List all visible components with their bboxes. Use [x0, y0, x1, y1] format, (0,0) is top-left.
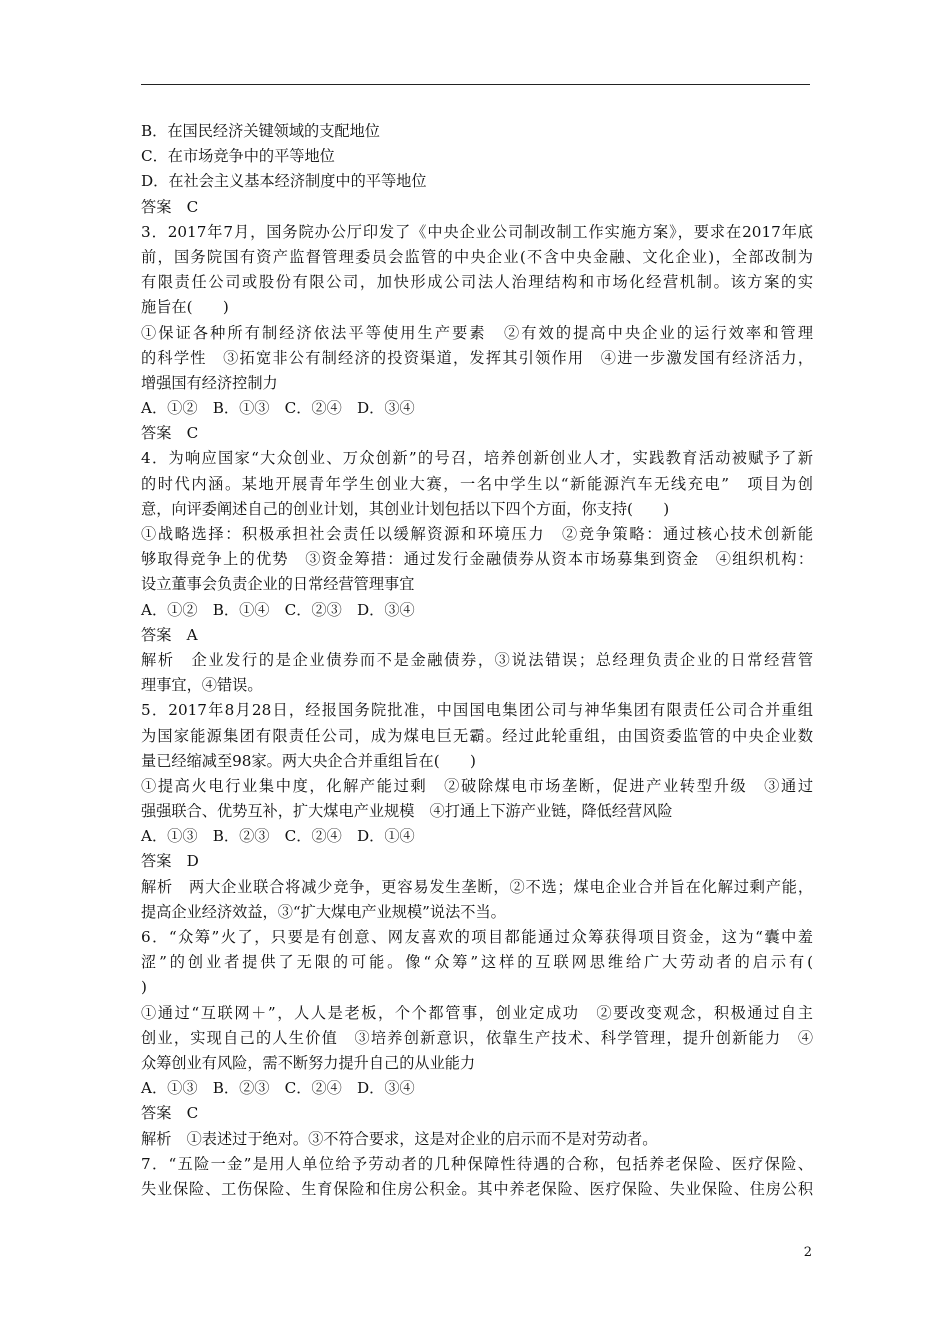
text-line: 创业，实现自己的人生价值 ③培养创新意识，依靠生产技术、科学管理，提升创新能力 ④	[141, 1028, 813, 1047]
text-line: 答案 C	[141, 197, 199, 216]
text-line: 为国家能源集团有限责任公司，成为煤电巨无霸。经过此轮重组，由国资委监管的中央企业数	[141, 726, 813, 745]
text-line: 施旨在( )	[141, 298, 229, 317]
text-line: A．①② B．①③ C．②④ D．③④	[141, 399, 415, 418]
text-line: 增强国有经济控制力	[141, 373, 278, 392]
text-line: 6．“众筹”火了，只要是有创意、网友喜欢的项目都能通过众筹获得项目资金，这为“囊中羞	[141, 928, 813, 946]
text-line: 意，向评委阐述自己的创业计划，其创业计划包括以下四个方面，你支持( )	[141, 499, 670, 518]
text-line: 涩”的创业者提供了无限的可能。像“众筹”这样的互联网思维给广大劳动者的启示有(	[141, 953, 813, 972]
text-line: 答案 A	[141, 625, 198, 644]
text-line: ①提高火电行业集中度，化解产能过剩 ②破除煤电市场垄断，促进产业转型升级 ③通过	[141, 776, 813, 795]
text-line: 5．2017年8月28日，经报国务院批准，中国国电集团公司与神华集团有限责任公司合并重组	[141, 701, 813, 720]
text-line: 答案 C	[141, 1104, 199, 1123]
text-line: 解析 ①表述过于绝对。③不符合要求，这是对企业的启示而不是对劳动者。	[141, 1129, 658, 1148]
text-line: 够取得竞争上的优势 ③资金筹措：通过发行金融债券从资本市场募集到资金 ④组织机构：	[141, 550, 813, 569]
text-line: 的科学性 ③拓宽非公有制经济的投资渠道，发挥其引领作用 ④进一步激发国有经济活力，	[141, 348, 813, 367]
text-line: 解析 两大企业联合将减少竞争，更容易发生垄断，②不选；煤电企业合并旨在化解过剩产能，	[141, 877, 813, 896]
text-line: 3．2017年7月，国务院办公厅印发了《中央企业公司制改制工作实施方案》，要求在2017年底	[141, 222, 813, 241]
text-line: C．在市场竞争中的平等地位	[141, 147, 335, 166]
text-line: 解析 企业发行的是企业债券而不是金融债券，③说法错误；总经理负责企业的日常经营管	[141, 650, 813, 669]
text-line: 理事宜，④错误。	[141, 676, 263, 695]
text-line: )	[141, 978, 147, 997]
text-line: 提高企业经济效益，③“扩大煤电产业规模”说法不当。	[141, 902, 506, 921]
text-line: 7．“五险一金”是用人单位给予劳动者的几种保障性待遇的合称，包括养老保险、医疗保险、	[141, 1154, 813, 1173]
text-line: 失业保险、工伤保险、生育保险和住房公积金。其中养老保险、医疗保险、失业保险、住房公积	[141, 1179, 813, 1198]
text-line: 前，国务院国有资产监督管理委员会监管的中央企业(不含中央金融、文化企业)，全部改制为	[141, 247, 813, 266]
text-line: ①通过“互联网＋”，人人是老板，个个都管事，创业定成功 ②要改变观念，积极通过自主	[141, 1003, 813, 1022]
text-line: 量已经缩减至98家。两大央企合并重组旨在( )	[141, 751, 476, 770]
text-line: 设立董事会负责企业的日常经营管理事宜	[141, 575, 415, 594]
text-line: 强强联合、优势互补，扩大煤电产业规模 ④打通上下游产业链，降低经营风险	[141, 802, 673, 821]
text-line: 有限责任公司或股份有限公司，加快形成公司法人治理结构和市场化经营机制。该方案的实	[141, 273, 813, 292]
text-line: B．在国民经济关键领域的支配地位	[141, 122, 380, 140]
text-line: 答案 D	[141, 852, 199, 871]
text-line: A．①③ B．②③ C．②④ D．①④	[141, 827, 415, 846]
text-line: D．在社会主义基本经济制度中的平等地位	[141, 172, 427, 191]
document-body	[141, 119, 813, 1202]
text-line: 的时代内涵。某地开展青年学生创业大赛，一名中学生以“新能源汽车无线充电” 项目为创	[141, 474, 813, 493]
page-number: 2	[803, 1245, 812, 1260]
text-line: ①战略选择：积极承担社会责任以缓解资源和环境压力 ②竞争策略：通过核心技术创新能	[141, 525, 813, 543]
header-rule	[141, 84, 810, 85]
text-line: 答案 C	[141, 424, 199, 443]
text-line: ①保证各种所有制经济依法平等使用生产要素 ②有效的提高中央企业的运行效率和管理	[141, 323, 813, 342]
text-line: 4．为响应国家“大众创业、万众创新”的号召，培养创新创业人才，实践教育活动被赋予了新	[141, 449, 813, 468]
text-line: 众筹创业有风险，需不断努力提升自己的从业能力	[141, 1053, 476, 1072]
text-line: A．①② B．①④ C．②③ D．③④	[141, 600, 415, 619]
text-line: A．①③ B．②③ C．②④ D．③④	[141, 1079, 415, 1098]
